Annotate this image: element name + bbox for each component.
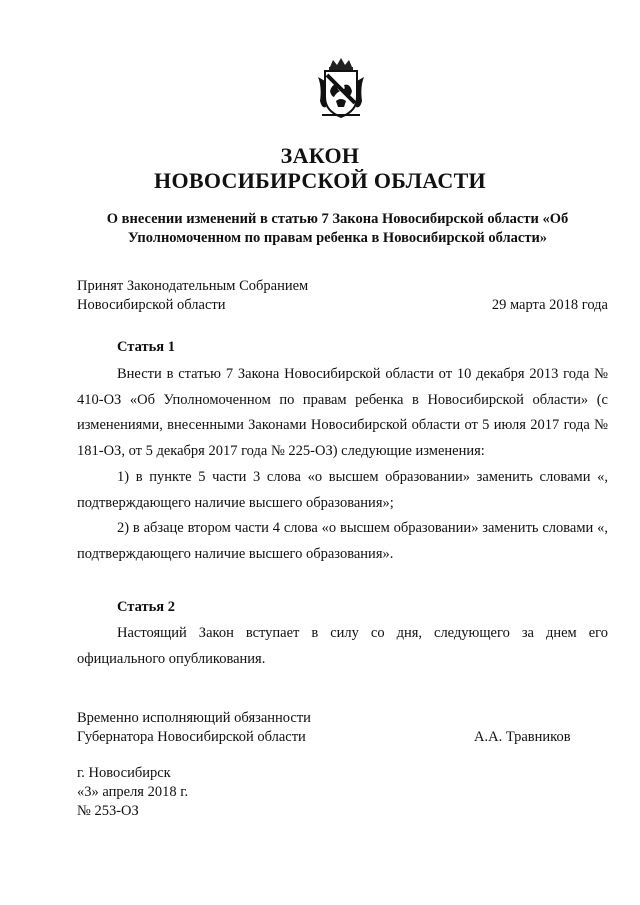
signature-line2: Губернатора Новосибирской области (77, 729, 306, 745)
article1-item1: 1) в пункте 5 части 3 слова «о высшем образовании» заменить словами «, подтверждающего наличие высшего образования»; (77, 469, 608, 511)
adoption-line2: Новосибирской области (77, 297, 226, 313)
adoption-date: 29 марта 2018 года (491, 297, 608, 313)
article1-item2: 2) в абзаце втором части 4 слова «о высшем образовании» заменить словами «, подтверждающего наличие высшего образования». (77, 520, 608, 562)
law-subtitle-line1: О внесении изменений в статью 7 Закона Новосибирской области «Об (106, 211, 569, 227)
footer-number: № 253-ОЗ (77, 803, 139, 819)
law-subtitle-line2: Уполномоченном по правам ребенка в Новосибирской области» (127, 230, 548, 246)
law-title-line1: ЗАКОН (280, 143, 360, 168)
adoption-line1: Принят Законодательным Собранием (77, 278, 309, 294)
law-title-line2: НОВОСИБИРСКОЙ ОБЛАСТИ (154, 168, 486, 193)
footer-date: «3» апреля 2018 г. (77, 784, 189, 800)
article1-heading: Статья 1 (117, 339, 175, 355)
article2-heading: Статья 2 (117, 599, 175, 615)
signature-name: А.А. Травников (474, 729, 571, 745)
signature-line1: Временно исполняющий обязанности (77, 710, 311, 726)
novosibirsk-coat-of-arms-icon (316, 57, 366, 119)
footer-city: г. Новосибирск (77, 765, 171, 781)
article2-text: Настоящий Закон вступает в силу со дня, следующего за днем его официального опубликования. (77, 625, 608, 667)
article1-intro: Внести в статью 7 Закона Новосибирской области от 10 декабря 2013 года № 410-ОЗ «Об Уполномоченном по правам ребенка в Новосибирской области» (с изменениями, внесенными Законами Новосибирской области от 5 июля 2017 года № 181-ОЗ, от 5 декабря 2017 года № 225-ОЗ) следующие изменения: (77, 366, 608, 459)
